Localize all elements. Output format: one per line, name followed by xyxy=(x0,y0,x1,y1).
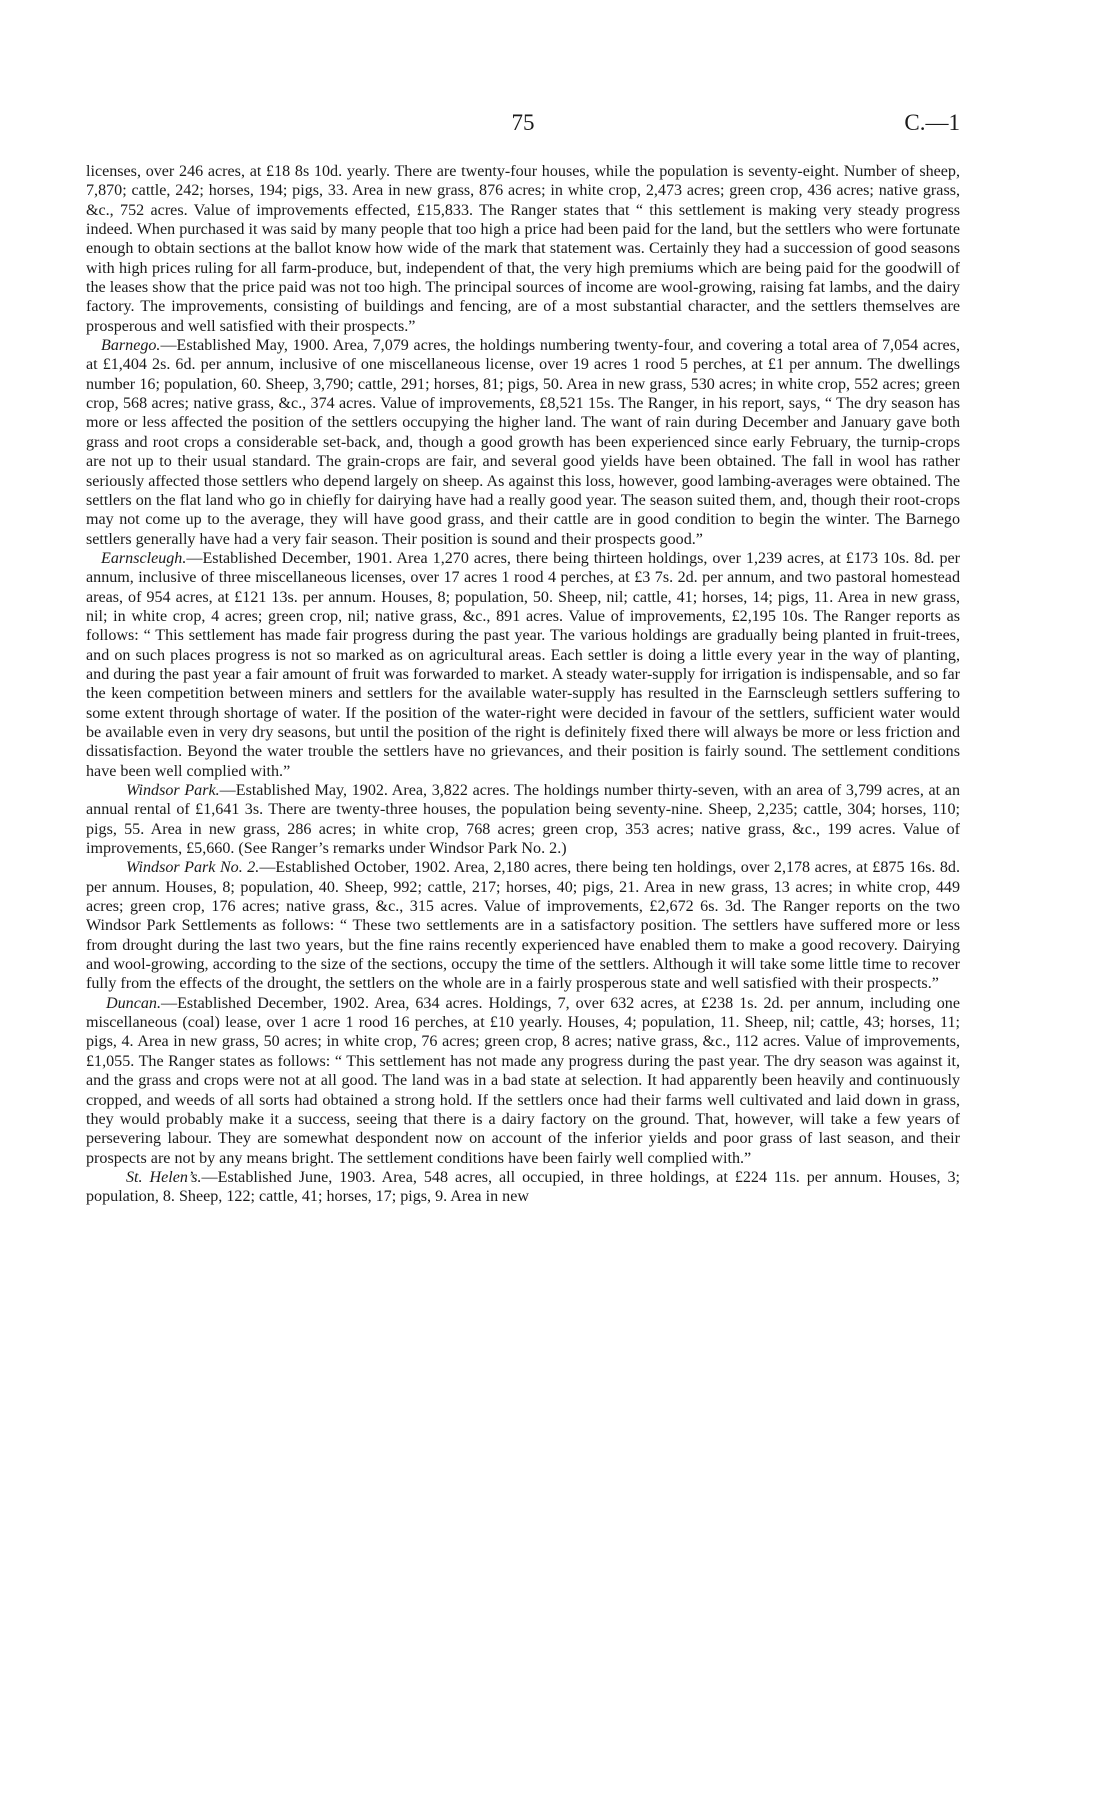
paragraph-continuation xyxy=(86,162,960,336)
paragraph-windsor-park-2 xyxy=(86,858,960,993)
page-number: 75 xyxy=(511,110,535,135)
settlement-name: Barnego. xyxy=(101,337,161,355)
paragraph-text: —Established May, 1900. Area, 7,079 acres, the holdings numbering twenty-four, and covering a total area of 7,054 acres, at £1,404 2s. 6d. per annum, inclusive of one miscellaneous license, over 19 acres 1 rood 5 perches, at £1 per annum. The dwellings number 16; population, 60. Sheep, 3,790; cattle, 291; horses, 81; pigs, 50. Area in new grass, 530 acres; in white crop, 552 acres; green crop, 568 acres; native grass, &c., 374 acres. Value of improvements, £8,521 15s. The Ranger, in his report, says, “ The dry season has more or less affected the position of the settlers occupying the higher land. The want of rain during December and January gave both grass and root crops a considerable set-back, and, though a good growth has been experienced since early February, the turnip-crops are not up to their usual standard. The grain-crops are fair, and several good yields have been obtained. The fall in wool has rather seriously affected those settlers who depend largely on sheep. As against this loss, however, good lambing-averages were obtained. The settlers on the flat land who go in chiefly for dairying have had a really good year. The season suited them, and, though their root-crops may not come up to the average, they will have good grass, and their cattle are in good condition to begin the winter. The Barnego settlers generally have had a very fair season. Their position is sound and their prospects good.” xyxy=(86,337,960,548)
settlement-name: St. Helen’s. xyxy=(126,1168,202,1186)
paragraph-text: —Established June, 1903. Area, 548 acres, all occupied, in three holdings, at £224 11s. per annum. Houses, 3; population, 8. Sheep, 122; cattle, 41; horses, 17; pigs, 9. Area in new xyxy=(86,1168,960,1206)
document-body xyxy=(86,162,960,1207)
settlement-name: Windsor Park No. 2. xyxy=(126,859,260,877)
paragraph-barnego xyxy=(86,336,960,549)
settlement-name: Windsor Park. xyxy=(126,782,220,799)
paragraph-st-helens xyxy=(86,1168,960,1207)
paragraph-text: —Established December, 1902. Area, 634 acres. Holdings, 7, over 632 acres, at £238 1s. 2d. per annum, including one miscellaneous (coal) lease, over 1 acre 1 rood 16 perches, at £10 yearly. Houses, 4; population, 11. Sheep, nil; cattle, 43; horses, 11; pigs, 4. Area in new grass, 50 acres; in white crop, 76 acres; green crop, 8 acres; native grass, &c., 112 acres. Value of improvements, £1,055. The Ranger states as follows: “ This settlement has not made any progress during the past year. The dry season was against it, and the grass and crops were not at all good. The land was in a bad state at selection. It had apparently been heavily and continuously cropped, and weeds of all sorts had obtained a strong hold. If the settlers once had their farms well cultivated and laid down in grass, they would probably make it a success, seeing that there is a dairy factory on the ground. That, however, will take a few years of persevering labour. They are somewhat despondent now on account of the inferior yields and poor grass of last season, and their prospects are not by any means bright. The settlement conditions have been fairly well complied with.” xyxy=(86,994,960,1167)
paragraph-text: —Established May, 1902. Area, 3,822 acres. The holdings number thirty-seven, with an area of 3,799 acres, at an annual rental of £1,641 3s. There are twenty-three houses, the population being seventy-nine. Sheep, 2,235; cattle, 304; horses, 110; pigs, 55. Area in new grass, 286 acres; in white crop, 768 acres; green crop, 353 acres; native grass, &c., 199 acres. Value of improvements, £5,660. (See Ranger’s remarks under Windsor Park No. 2.) xyxy=(86,782,960,858)
paragraph-text: —Established December, 1901. Area 1,270 acres, there being thirteen holdings, over 1,239 acres, at £173 10s. 8d. per annum, inclusive of three miscellaneous licenses, over 17 acres 1 rood 4 perches, at £3 7s. 2d. per annum, and two pastoral homestead areas, of 954 acres, at £121 13s. per annum. Houses, 8; population, 50. Sheep, nil; cattle, 41; horses, 14; pigs, 11. Area in new grass, nil; in white crop, 4 acres; green crop, nil; native grass, &c., 891 acres. Value of improvements, £2,195 10s. The Ranger reports as follows: “ This settlement has made fair progress during the past year. The various holdings are gradually being planted in fruit-trees, and on such places progress is not so marked as on agricultural areas. Each settler is doing a little every year in the way of planting, and during the past year a fair amount of fruit was forwarded to market. A steady water-supply for irrigation is indispensable, and so far the keen competition between miners and settlers for the available water-supply has resulted in the Earnscleugh settlers suffering to some extent through shortage of water. If the position of the water-right were decided in favour of the settlers, sufficient water would be available even in very dry seasons, but until the position of the right is definitely fixed there will always be more or less friction and dissatisfaction. Beyond the water trouble the settlers have no grievances, and their position is fairly sound. The settlement conditions have been well complied with.” xyxy=(86,549,960,780)
paragraph-text: licenses, over 246 acres, at £18 8s 10d. yearly. There are twenty-four houses, while the population is seventy-eight. Number of sheep, 7,870; cattle, 242; horses, 194; pigs, 33. Area in new grass, 876 acres; in white crop, 2,473 acres; green crop, 436 acres; native grass, &c., 752 acres. Value of improvements effected, £15,833. The Ranger states that “ this settlement is making very steady progress indeed. When purchased it was said by many people that too high a price had been paid for the land, but the settlers who were fortunate enough to obtain sections at the ballot know how wide of the mark that statement was. Certainly they had a succession of good seasons with high prices ruling for all farm-produce, but, independent of that, the very high premiums which are being paid for the goodwill of the leases show that the price paid was not too high. The principal sources of income are wool-growing, raising fat lambs, and the dairy factory. The improvements, consisting of buildings and fencing, are of a most substantial character, and the settlers themselves are prosperous and well satisfied with their prospects.” xyxy=(86,163,960,335)
paragraph-windsor-park xyxy=(86,781,960,858)
settlement-name: Earnscleugh. xyxy=(101,549,187,567)
paragraph-earnscleugh xyxy=(86,549,960,781)
paragraph-duncan xyxy=(86,994,960,1168)
document-reference: C.—1 xyxy=(904,110,960,135)
paragraph-text: —Established October, 1902. Area, 2,180 acres, there being ten holdings, over 2,178 acres, at £875 16s. 8d. per annum. Houses, 8; population, 40. Sheep, 992; cattle, 217; horses, 40; pigs, 21. Area in new grass, 13 acres; in white crop, 449 acres; green crop, 176 acres; native grass, &c., 315 acres. Value of improvements, £2,672 6s. 3d. The Ranger reports on the two Windsor Park Settlements as follows: “ These two settlements are in a satisfactory position. The settlers have suffered more or less from drought during the last two years, but the fine rains recently experienced have enabled them to make a good recovery. Dairying and wool-growing, according to the size of the sections, occupy the time of the settlers. Although it will take some little time to recover fully from the effects of the drought, the settlers on the whole are in a fairly prosperous state and well satisfied with their prospects.” xyxy=(86,859,960,993)
settlement-name: Duncan. xyxy=(106,994,161,1012)
page-header xyxy=(86,110,960,150)
